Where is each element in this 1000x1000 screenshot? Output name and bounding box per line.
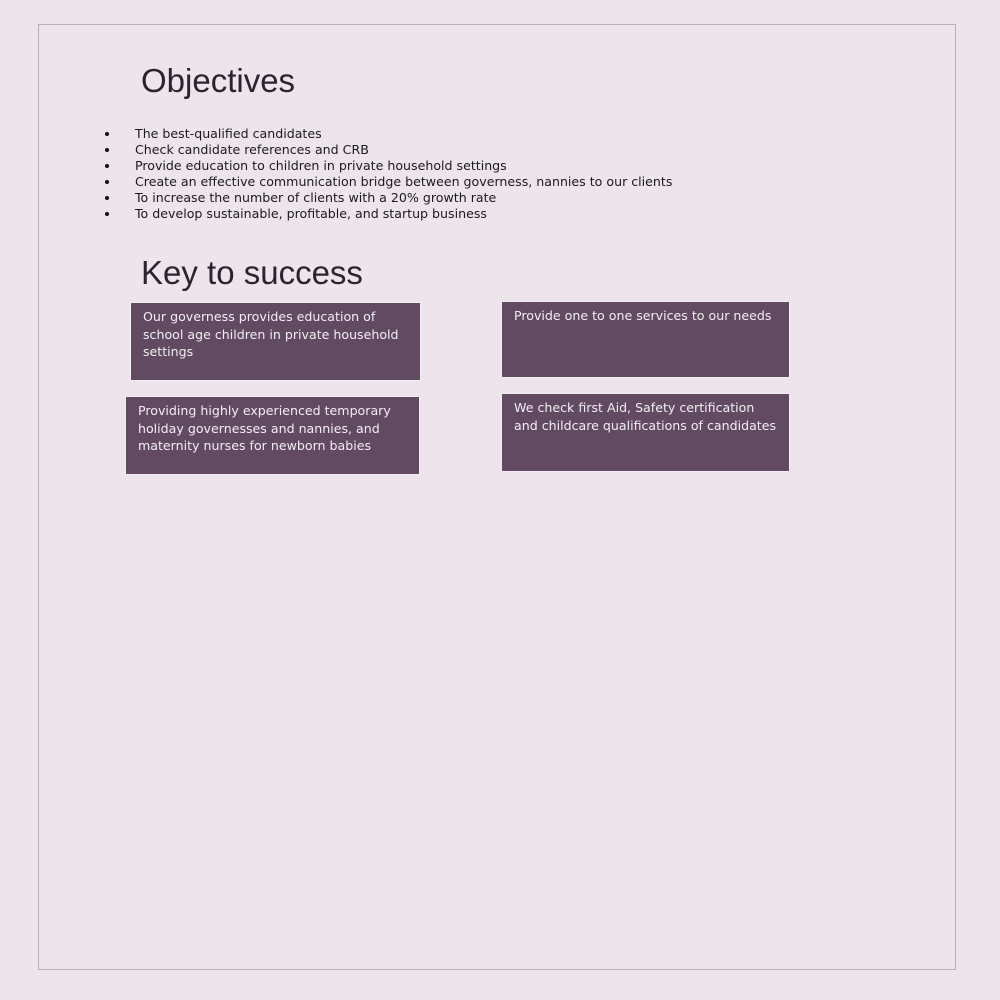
objective-text: Create an effective communication bridge between governess, nannies to our clients [135,174,673,189]
success-card-qualifications: We check first Aid, Safety certification and childcare qualifications of candidates [501,393,790,472]
objective-text: To increase the number of clients with a 20% growth rate [135,190,497,205]
success-card-services: Provide one to one services to our needs [501,301,790,378]
key-to-success-heading: Key to success [141,254,363,291]
bullet-icon [105,148,109,152]
list-item [105,158,672,174]
success-card-education: Our governess provides education of school age children in private household settings [130,302,421,381]
objective-text: Check candidate references and CRB [135,142,369,157]
objective-text: Provide education to children in private household settings [135,158,507,173]
bullet-icon [105,180,109,184]
objectives-heading: Objectives [141,62,296,99]
bullet-icon [105,132,109,136]
objective-text: The best-qualified candidates [135,126,322,141]
list-item [105,126,672,142]
list-item [105,206,672,222]
bullet-icon [105,196,109,200]
list-item [105,142,672,158]
objectives-list [105,126,672,222]
bullet-icon [105,212,109,216]
success-card-temporary-staff: Providing highly experienced temporary holiday governesses and nannies, and maternity nurses for newborn babies [125,396,420,475]
list-item [105,190,672,206]
list-item [105,174,672,190]
bullet-icon [105,164,109,168]
objective-text: To develop sustainable, profitable, and startup business [135,206,487,221]
